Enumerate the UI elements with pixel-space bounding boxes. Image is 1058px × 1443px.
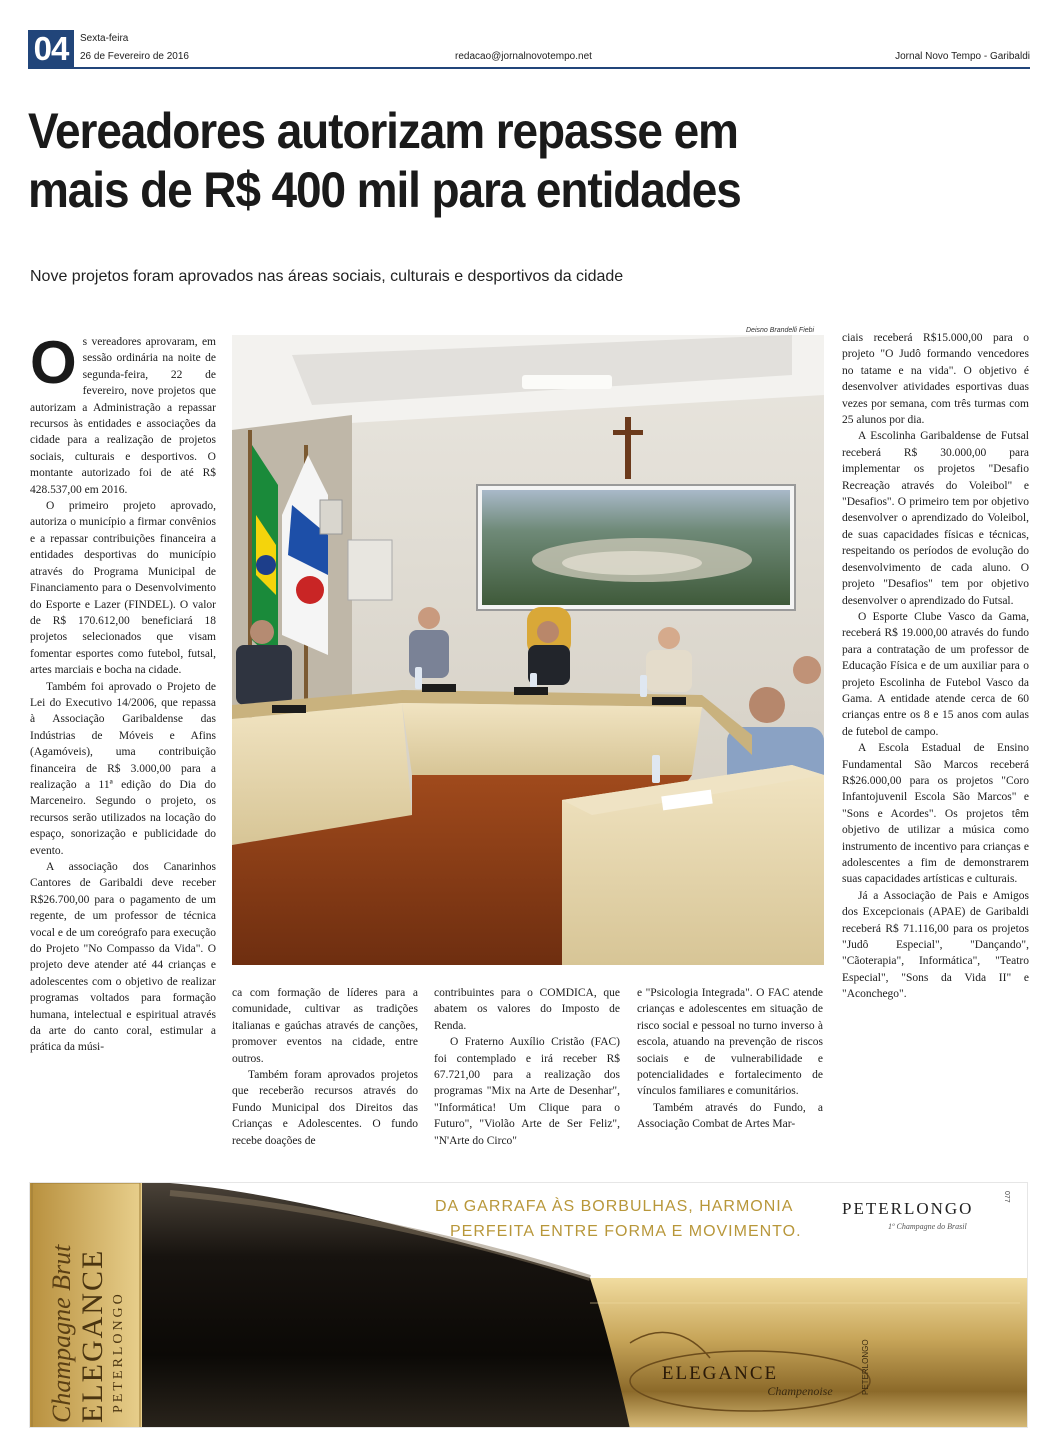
ad-code: 077	[1003, 1191, 1010, 1203]
drop-cap: O	[30, 329, 77, 396]
champagne-bottle-image	[30, 1183, 1028, 1428]
header-rule	[28, 67, 1030, 69]
ad-brand-logo: PETERLONGO	[842, 1199, 974, 1218]
paragraph: contribuintes para o COMDICA, que abatem os valores do Imposto de Renda.	[434, 987, 620, 1032]
paragraph: Também foi aprovado o Projeto de Lei do Executivo 14/2006, que repassa à Associação Garibaldense das Indústrias de Móveis e Afins (Agamóveis), uma contribuição financeira de R$ 3.000,00 para a realização a 11ª edição do Dia do Marceneiro. Segundo o projeto, os recursos serão utilizados na locação do espaço, sonorização e publicidade do evento.	[30, 680, 216, 857]
page-number: 04	[28, 30, 74, 68]
issue-date: 26 de Fevereiro de 2016	[80, 51, 189, 62]
ad-headline-line-2: PERFEITA ENTRE FORMA E MOVIMENTO.	[450, 1223, 802, 1240]
article-column-4	[637, 985, 823, 1165]
headline-line-1: Vereadores autorizam repasse em	[28, 103, 738, 159]
side-brand-text: PETERLONGO	[861, 1339, 870, 1395]
paragraph: O Fraterno Auxílio Cristão (FAC) foi contemplado e irá receber R$ 67.721,00 para a realização dos programas "Mix na Arte de Desenhar", "Informática! Um Clique para o Futuro", "Violão Arte de Ser Feliz", "N'Arte do Circo"	[434, 1036, 620, 1147]
label-name-text: ELEGANCE	[661, 1363, 779, 1384]
photo-credit: Deisno Brandelli Fiebi	[746, 327, 815, 334]
article-headline	[28, 102, 939, 220]
article-column-1	[30, 329, 216, 1164]
article-column-5	[842, 330, 1029, 1162]
page-header	[28, 30, 1030, 70]
paragraph: A Escola Estadual de Ensino Fundamental São Marcos receberá R$26.000,00 para os projetos "Coro Infantojuvenil Escola São Marcos" e "Sons e Acordes". Os projetos têm objetivo de utilizar a música como instrumento de incentivo para crianças e adolescentes a fim de demonstrarem suas capacidades artísticas e culturais.	[842, 742, 1029, 886]
ad-headline-line-1: DA GARRAFA ÀS BORBULHAS, HARMONIA	[435, 1198, 794, 1215]
ad-tagline: 1º Champagne do Brasil	[888, 1222, 967, 1231]
issue-day: Sexta-feira	[80, 33, 129, 44]
headline-line-2: mais de R$ 400 mil para entidades	[28, 162, 741, 218]
article-column-3	[434, 985, 620, 1165]
paragraph: Também foram aprovados projetos que receberão recursos através do Fundo Municipal dos Direitos das Crianças e Adolescentes. O fundo recebe doações de	[232, 1069, 418, 1147]
paragraph: Os vereadores aprovaram, em sessão ordinária na noite de segunda-feira, 22 de fevereiro, nove projetos que autorizam a Administração a repassar recursos às entidades e associações da cidade para a realização de projetos sociais, culturais e desportivos. O montante autorizado foi de até R$ 428.537,00 em 2016.	[30, 329, 216, 496]
paragraph: Também através do Fundo, a Associação Combat de Artes Mar-	[637, 1101, 823, 1131]
article-photo	[232, 335, 824, 965]
council-chamber-photo	[232, 335, 824, 965]
label-sub-text: Champenoise	[767, 1384, 833, 1398]
paragraph: Já a Associação de Pais e Amigos dos Excepcionais (APAE) de Garibaldi receberá R$ 71.116,00 para os projetos "Judô Especial", "Dançando", "Cãoterapia", Informática", "Teatro Especial", "Sons da Vida II" e "Aconchego".	[842, 889, 1029, 1001]
peterlongo-advertisement[interactable]	[29, 1182, 1028, 1428]
contact-email[interactable]: redacao@jornalnovotempo.net	[455, 51, 592, 62]
neck-brand-text: PETERLONGO	[111, 1291, 126, 1413]
neck-script-text: Champagne Brut	[47, 1244, 76, 1423]
paragraph: ciais receberá R$15.000,00 para o projeto "O Judô formando vencedores no tatame e na vida". O objetivo é desenvolver atividades esportivas duas vezes por semana, com três turmas com 25 alunos por dia.	[842, 332, 1029, 427]
paragraph: A associação dos Canarinhos Cantores de Garibaldi deve receber R$26.700,00 para o pagamento de um regente, de um professor de técnica vocal e de um coreógrafo para execução do Projeto "No Compasso da Vida". O projeto deve atender até 44 crianças e adolescentes com o objetivo de realizar programas voltados para formação humana, intelectual e espiritual através da arte do canto coral, estimular a prática da músi-	[30, 861, 216, 1054]
paragraph: O primeiro projeto aprovado, autoriza o município a firmar convênios e a repassar contribuições financeira a entidades desportivas do município através do Programa Municipal de Financiamento para o Desenvolvimento do Esporte e Lazer (FINDEL). O valor de R$ 170.612,00 beneficiará 18 projetos selecionados que visam fomentar esportes como futebol, futsal, artes marciais e bocha na cidade.	[30, 500, 216, 677]
paragraph: A Escolinha Garibaldense de Futsal receberá R$ 30.000,00 para implementar os projetos "Desafio Recreação através do Voleibol" e "Desafios". O primeiro tem por objetivo desenvolver o aprendizado do Voleibol, de suas capacidades físicas e técnicas, respeitando os períodos de evolução do desenvolvimento de cada aluno. O projeto "Desafios" tem por objetivo desenvolver o aprendizado do Futsal.	[842, 430, 1029, 607]
article-subheadline: Nove projetos foram aprovados nas áreas sociais, culturais e desportivos da cidade	[30, 268, 624, 285]
paragraph: ca com formação de líderes para a comunidade, cultivar as tradições italianas e gaúchas através de canções, promover eventos na cidade, entre outros.	[232, 987, 418, 1065]
newspaper-name: Jornal Novo Tempo - Garibaldi	[895, 51, 1030, 62]
paragraph: O Esporte Clube Vasco da Gama, receberá R$ 19.000,00 através do fundo para a contratação de um professor de Educação Física e de um auxiliar para o projeto Escolinha de Futebol Vasco da Gama. A entidade atende cerca de 60 crianças entre os 8 e 15 anos com aulas de futebol de campo.	[842, 610, 1029, 738]
neck-name-text: ELEGANCE	[76, 1248, 109, 1423]
article-column-2	[232, 985, 418, 1165]
paragraph: e "Psicologia Integrada". O FAC atende crianças e adolescentes em situação de risco social e pessoal no turno inverso à escola, atuando na prevenção de riscos sociais e de vulnerabilidade e potencialidades e fortalecimento de vínculos familiares e comunitários.	[637, 987, 823, 1098]
